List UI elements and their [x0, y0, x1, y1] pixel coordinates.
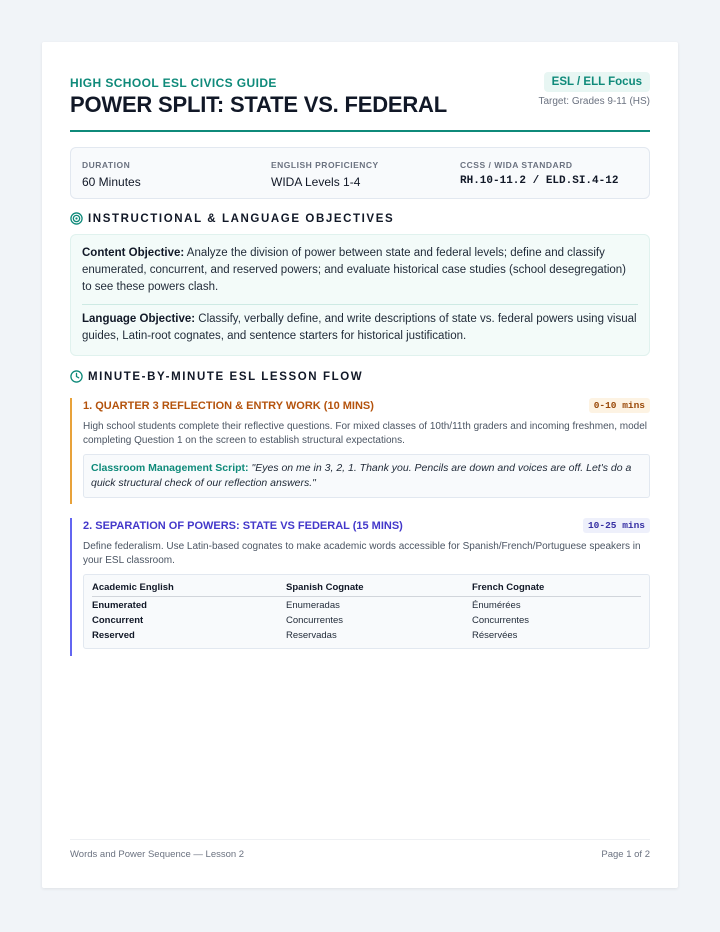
proficiency-label: ENGLISH PROFICIENCY [271, 160, 379, 170]
objectives-heading [70, 212, 394, 225]
document-page [42, 42, 678, 888]
lesson-meta-panel [70, 147, 650, 199]
table-cell: Réservées [472, 630, 518, 641]
step-2-description: Define federalism. Use Latin-based cognates to make academic words accessible for Spanish/French/Portuguese speakers in your ESL classroom. [83, 541, 641, 566]
standard-block [460, 160, 618, 187]
step-1-time-badge: 0-10 mins [589, 398, 650, 413]
step-2-title: 2. SEPARATION OF POWERS: STATE VS FEDERAL (15 MINS) [83, 520, 403, 532]
lesson-step-1 [70, 398, 650, 504]
table-header: Spanish Cognate [286, 582, 472, 597]
lesson-step-2 [70, 518, 650, 656]
table-row [92, 612, 641, 627]
objectives-box [70, 234, 650, 356]
duration-value: 60 Minutes [82, 175, 141, 189]
page-content [70, 42, 650, 888]
table-header: French Cognate [472, 582, 641, 597]
guide-eyebrow: HIGH SCHOOL ESL CIVICS GUIDE [70, 76, 277, 90]
table-cell: Enumerated [92, 600, 147, 612]
cognate-table [92, 582, 641, 642]
page-number: Page 1 of 2 [601, 849, 650, 860]
table-cell: Reserved [92, 630, 135, 641]
clock-icon [70, 370, 83, 383]
language-objective [82, 311, 638, 345]
cognate-table-box [83, 574, 650, 649]
step-2-time-badge: 10-25 mins [583, 518, 650, 533]
standard-label: CCSS / WIDA STANDARD [460, 160, 573, 170]
language-objective-text: Classify, verbally define, and write descriptions of state vs. federal powers using visual guides, Latin-root cognates, and sentence starters for historical justification. [82, 313, 637, 342]
duration-label: DURATION [82, 160, 131, 170]
table-header-row [92, 582, 641, 597]
content-objective-label: Content Objective: [82, 247, 185, 259]
table-cell: Concurrentes [472, 615, 530, 626]
content-objective-text: Analyze the division of power between state and federal levels; define and classify enumerated, concurrent, and reserved powers; and evaluate historical case studies (school desegregation) to see these powers clash. [82, 247, 627, 293]
step-1-title: 1. QUARTER 3 REFLECTION & ENTRY WORK (10 MINS) [83, 400, 374, 412]
table-cell: Concurrent [92, 615, 144, 626]
footer-sequence: Words and Power Sequence — Lesson 2 [70, 849, 245, 860]
page-title: POWER SPLIT: STATE VS. FEDERAL [70, 92, 447, 117]
table-row [92, 627, 641, 642]
script-label: Classroom Management Script: [91, 462, 249, 474]
table-header: Academic English [92, 582, 286, 597]
script-text: "Eyes on me in 3, 2, 1. Thank you. Pencils are down and voices are off. Let's do a quick structural check of our reflection answers." [91, 462, 632, 489]
objectives-title: INSTRUCTIONAL & LANGUAGE OBJECTIVES [88, 212, 395, 225]
language-objective-label: Language Objective: [82, 313, 196, 325]
flow-title: MINUTE-BY-MINUTE ESL LESSON FLOW [88, 370, 364, 383]
proficiency-value: WIDA Levels 1-4 [271, 175, 361, 189]
target-grades: Target: Grades 9-11 (HS) [538, 96, 650, 107]
flow-heading [70, 370, 363, 383]
objectives-divider [82, 304, 638, 305]
table-row [92, 597, 641, 612]
table-cell: Concurrentes [286, 615, 344, 626]
table-cell: Reservadas [286, 630, 337, 641]
content-objective [82, 245, 638, 296]
standard-value: RH.10-11.2 / ELD.SI.4-12 [460, 175, 619, 187]
classroom-script-box [83, 454, 650, 498]
proficiency-block [271, 160, 379, 189]
table-cell: Enumeradas [286, 600, 340, 612]
target-icon [70, 212, 83, 225]
footer-divider [70, 839, 650, 840]
focus-badge: ESL / ELL Focus [544, 72, 650, 92]
step-1-description: High school students complete their reflective questions. For mixed classes of 10th/11th graders and incoming freshmen, model completing Question 1 on the screen to establish structural expectations. [83, 421, 647, 446]
table-cell: Énumérées [472, 600, 521, 612]
duration-block [82, 160, 141, 189]
header-divider [70, 130, 650, 132]
